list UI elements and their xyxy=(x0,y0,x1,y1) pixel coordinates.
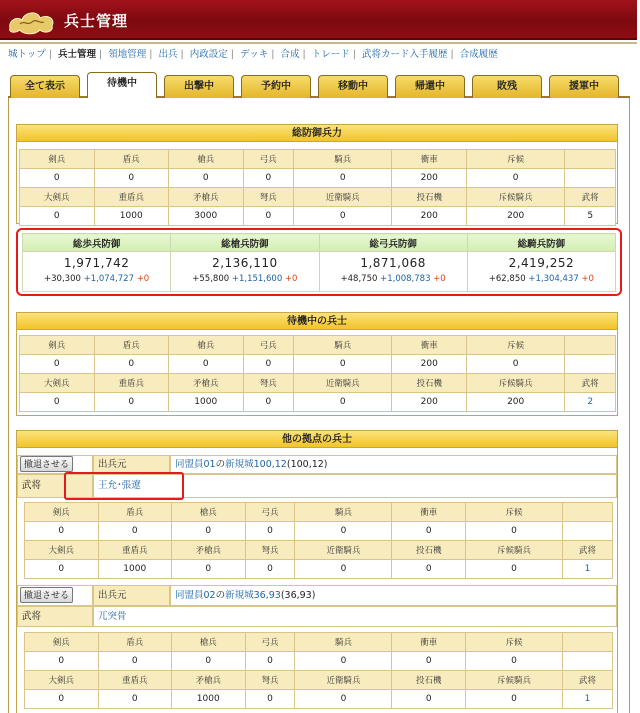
col-header: 武将 xyxy=(563,671,613,690)
section-title: 総防御兵力 xyxy=(17,125,617,142)
cell-value: 0 xyxy=(465,560,562,579)
col-header: 騎兵 xyxy=(294,150,392,169)
defense-label: 総槍兵防御 xyxy=(171,234,319,252)
tab-moving[interactable]: 移動中 xyxy=(318,75,388,98)
col-header: 斥候 xyxy=(465,503,562,522)
col-header: 斥候騎兵 xyxy=(465,671,562,690)
nav-domestic[interactable]: 内政設定 xyxy=(189,49,228,60)
cell-value: 0 xyxy=(20,169,95,188)
col-header: 盾兵 xyxy=(94,336,169,355)
cell-value: 0 xyxy=(243,207,294,226)
cell-value: 0 xyxy=(20,207,95,226)
col-header xyxy=(563,503,613,522)
cell-value: 0 xyxy=(294,169,392,188)
other-troop-table-1 xyxy=(24,502,613,579)
col-header: 近衛騎兵 xyxy=(294,188,392,207)
col-header: 矛槍兵 xyxy=(169,374,244,393)
cell-value: 0 xyxy=(465,652,562,671)
defense-total: 1,871,068 xyxy=(360,256,426,270)
cell-value: 0 xyxy=(294,355,392,374)
col-header: 近衛騎兵 xyxy=(295,541,392,560)
general-count-link[interactable]: 1 xyxy=(563,690,613,709)
tab-reserved[interactable]: 予約中 xyxy=(241,75,311,98)
defense-base: +30,300 xyxy=(44,274,81,284)
cell-value: 5 xyxy=(565,207,616,226)
tab-waiting[interactable]: 待機中 xyxy=(87,72,157,100)
col-header: 盾兵 xyxy=(98,503,172,522)
cell-value: 0 xyxy=(20,393,95,412)
cell-value xyxy=(563,652,613,671)
from-connector: の xyxy=(215,459,226,470)
col-header: 衝車 xyxy=(392,150,467,169)
col-header: 斥候 xyxy=(466,150,564,169)
cell-value: 1000 xyxy=(94,207,169,226)
cell-value: 0 xyxy=(98,652,172,671)
nav-soldier-management[interactable]: 兵士管理 xyxy=(57,49,96,60)
defense-base: +48,750 xyxy=(340,274,378,284)
city-link[interactable]: 新規城36,93 xyxy=(225,590,281,601)
cell-value: 0 xyxy=(172,560,246,579)
col-header: 大剣兵 xyxy=(25,671,99,690)
col-header: 重盾兵 xyxy=(98,541,172,560)
col-header: 弓兵 xyxy=(245,633,295,652)
cell-value: 0 xyxy=(466,355,564,374)
nav-sortie[interactable]: 出兵 xyxy=(158,49,178,60)
col-header: 剣兵 xyxy=(25,633,99,652)
cell-value: 0 xyxy=(169,355,244,374)
col-header: 投石機 xyxy=(392,374,467,393)
general-label: 武将 xyxy=(17,474,93,498)
cell-value: 0 xyxy=(245,690,295,709)
col-header: 武将 xyxy=(565,188,616,207)
cell-value xyxy=(563,522,613,541)
nav-territory[interactable]: 領地管理 xyxy=(108,49,147,60)
cell-value: 0 xyxy=(245,522,295,541)
nav-synthesis-history[interactable]: 合成履歴 xyxy=(459,49,498,60)
title-bar xyxy=(0,0,637,40)
total-troop-table xyxy=(19,149,616,226)
defense-extra: +0 xyxy=(433,274,446,284)
cell-value: 0 xyxy=(295,522,392,541)
top-nav: 城トップ | 兵士管理 | 領地管理 | 出兵 | 内政設定 | デッキ | 合成 | トレード | 武将カード入手履歴 | 合成履歴 xyxy=(8,49,498,60)
tab-reinforcing[interactable]: 援軍中 xyxy=(549,75,619,98)
page-title: 兵士管理 xyxy=(64,12,129,30)
defense-value-cell xyxy=(467,252,615,292)
defense-total: 1,971,742 xyxy=(63,256,130,270)
col-header: 武将 xyxy=(565,374,616,393)
col-header: 矛槍兵 xyxy=(172,671,246,690)
defense-extra: +0 xyxy=(136,274,150,284)
general-count-link[interactable]: 2 xyxy=(565,393,616,412)
col-header: 大剣兵 xyxy=(20,188,95,207)
defense-extra: +0 xyxy=(284,274,298,284)
col-header: 斥候騎兵 xyxy=(465,541,562,560)
defense-total: 2,136,110 xyxy=(212,256,278,270)
cell-value: 0 xyxy=(243,355,294,374)
status-tabs xyxy=(8,72,630,98)
tab-all[interactable]: 全て表示 xyxy=(10,75,80,98)
city-coords: (36,93) xyxy=(280,590,316,601)
col-header: 槍兵 xyxy=(169,336,244,355)
city-coords: (100,12) xyxy=(286,459,328,470)
cell-value: 0 xyxy=(98,690,172,709)
cell-value: 0 xyxy=(465,522,562,541)
defense-base: +62,850 xyxy=(488,274,526,284)
col-header: 重盾兵 xyxy=(94,188,169,207)
defense-total: 2,419,252 xyxy=(508,256,575,270)
col-header: 弩兵 xyxy=(245,671,295,690)
nav-trade[interactable]: トレード xyxy=(311,49,350,60)
col-header: 斥候騎兵 xyxy=(466,188,564,207)
col-header xyxy=(565,150,616,169)
cell-value: 0 xyxy=(392,522,466,541)
cell-value: 0 xyxy=(94,393,169,412)
cell-value: 0 xyxy=(172,652,246,671)
defense-base: +55,800 xyxy=(192,274,230,284)
withdraw-button[interactable]: 撤退させる xyxy=(20,456,73,472)
waiting-soldiers-section xyxy=(16,312,618,416)
defense-highlight-box xyxy=(16,228,622,296)
nav-castle-top[interactable]: 城トップ xyxy=(8,49,46,60)
col-header: 騎兵 xyxy=(294,336,392,355)
divider xyxy=(0,42,637,44)
from-value xyxy=(170,455,617,474)
cell-value: 200 xyxy=(392,169,467,188)
general-label: 武将 xyxy=(17,606,93,627)
cell-value: 0 xyxy=(245,560,295,579)
col-header xyxy=(565,336,616,355)
col-header: 剣兵 xyxy=(25,503,99,522)
cell-value: 200 xyxy=(392,207,467,226)
cell-value: 0 xyxy=(94,169,169,188)
defense-value-cell xyxy=(23,252,171,292)
cell-value: 0 xyxy=(295,560,392,579)
cell-value: 0 xyxy=(20,355,95,374)
cell-value: 0 xyxy=(295,690,392,709)
general-link[interactable]: 王允･張遼 xyxy=(98,480,141,491)
col-header: 剣兵 xyxy=(20,150,95,169)
col-header: 弓兵 xyxy=(245,503,295,522)
cell-value: 0 xyxy=(25,560,99,579)
from-connector: の xyxy=(215,590,226,601)
col-header: 投石機 xyxy=(392,671,466,690)
cell-value: 0 xyxy=(243,169,294,188)
cell-value: 0 xyxy=(294,207,392,226)
cell-value: 0 xyxy=(392,560,466,579)
col-header: 大剣兵 xyxy=(20,374,95,393)
col-header: 投石機 xyxy=(392,541,466,560)
col-header: 斥候 xyxy=(466,336,564,355)
other-troop-table-2 xyxy=(24,632,613,709)
cell-value: 0 xyxy=(25,690,99,709)
cell-value: 0 xyxy=(25,522,99,541)
col-header: 弩兵 xyxy=(243,374,294,393)
cell-value: 200 xyxy=(466,207,564,226)
cell-value: 0 xyxy=(98,522,172,541)
col-header: 弓兵 xyxy=(243,150,294,169)
defense-value-cell xyxy=(171,252,319,292)
nav-synthesis[interactable]: 合成 xyxy=(280,49,300,60)
withdraw-button[interactable]: 撤退させる xyxy=(20,587,73,603)
member-link[interactable]: 同盟員02 xyxy=(175,590,216,601)
col-header: 武将 xyxy=(563,541,613,560)
nav-card-history[interactable]: 武将カード入手履歴 xyxy=(362,49,448,60)
cell-value: 200 xyxy=(392,393,467,412)
general-highlight-box xyxy=(64,472,184,500)
defense-bonus: +1,074,727 xyxy=(83,274,134,284)
col-header: 槍兵 xyxy=(169,150,244,169)
total-defense-section xyxy=(16,124,618,224)
col-header: 衝車 xyxy=(392,633,466,652)
defense-label: 総騎兵防御 xyxy=(467,234,615,252)
col-header: 弩兵 xyxy=(243,188,294,207)
section-title: 待機中の兵士 xyxy=(17,313,617,330)
col-header: 弩兵 xyxy=(245,541,295,560)
col-header: 槍兵 xyxy=(172,503,246,522)
defense-table xyxy=(22,233,616,292)
col-header: 重盾兵 xyxy=(98,671,172,690)
defense-label: 総弓兵防御 xyxy=(319,234,467,252)
waiting-troop-table xyxy=(19,335,616,412)
col-header: 近衛騎兵 xyxy=(294,374,392,393)
from-value xyxy=(170,585,617,606)
col-header: 重盾兵 xyxy=(94,374,169,393)
col-header: 槍兵 xyxy=(172,633,246,652)
cloud-logo-icon xyxy=(6,6,58,36)
col-header: 矛槍兵 xyxy=(169,188,244,207)
from-label: 出兵元 xyxy=(93,455,170,474)
col-header: 弓兵 xyxy=(243,336,294,355)
col-header: 剣兵 xyxy=(20,336,95,355)
cell-value: 0 xyxy=(392,690,466,709)
cell-value: 0 xyxy=(466,169,564,188)
col-header: 斥候 xyxy=(465,633,562,652)
cell-value: 200 xyxy=(466,393,564,412)
cell-value: 0 xyxy=(169,169,244,188)
col-header xyxy=(563,633,613,652)
col-header: 斥候騎兵 xyxy=(466,374,564,393)
cell-value: 200 xyxy=(392,355,467,374)
cell-value: 1000 xyxy=(169,393,244,412)
defense-value-cell xyxy=(319,252,467,292)
tab-defeated[interactable]: 敗残 xyxy=(472,75,542,98)
defense-extra: +0 xyxy=(581,274,594,284)
general-value xyxy=(93,606,617,627)
cell-value: 1000 xyxy=(172,690,246,709)
col-header: 騎兵 xyxy=(295,503,392,522)
cell-value: 0 xyxy=(465,690,562,709)
cell-value: 0 xyxy=(172,522,246,541)
col-header: 近衛騎兵 xyxy=(295,671,392,690)
defense-bonus: +1,008,783 xyxy=(380,274,431,284)
defense-label: 総歩兵防御 xyxy=(23,234,171,252)
cell-value: 0 xyxy=(243,393,294,412)
cell-value xyxy=(565,355,616,374)
cell-value xyxy=(565,169,616,188)
tab-sortie[interactable]: 出撃中 xyxy=(164,75,234,98)
col-header: 衝車 xyxy=(392,336,467,355)
from-label: 出兵元 xyxy=(93,585,170,606)
general-link[interactable]: 兀突骨 xyxy=(98,611,127,622)
general-count-link[interactable]: 1 xyxy=(563,560,613,579)
section-title: 他の拠点の兵士 xyxy=(17,431,617,448)
defense-bonus: +1,304,437 xyxy=(528,274,579,284)
cell-value: 0 xyxy=(94,355,169,374)
col-header: 盾兵 xyxy=(98,633,172,652)
nav-deck[interactable]: デッキ xyxy=(239,49,269,60)
col-header: 盾兵 xyxy=(94,150,169,169)
tab-returning[interactable]: 帰還中 xyxy=(395,75,465,98)
cell-value: 0 xyxy=(294,393,392,412)
city-link[interactable]: 新規城100,12 xyxy=(225,459,287,470)
cell-value: 0 xyxy=(392,652,466,671)
cell-value: 0 xyxy=(245,652,295,671)
cell-value: 1000 xyxy=(98,560,172,579)
col-header: 衝車 xyxy=(392,503,466,522)
col-header: 大剣兵 xyxy=(25,541,99,560)
cell-value: 0 xyxy=(25,652,99,671)
defense-bonus: +1,151,600 xyxy=(231,274,283,284)
col-header: 投石機 xyxy=(392,188,467,207)
cell-value: 3000 xyxy=(169,207,244,226)
cell-value: 0 xyxy=(295,652,392,671)
col-header: 騎兵 xyxy=(295,633,392,652)
col-header: 矛槍兵 xyxy=(172,541,246,560)
member-link[interactable]: 同盟員01 xyxy=(175,459,216,470)
